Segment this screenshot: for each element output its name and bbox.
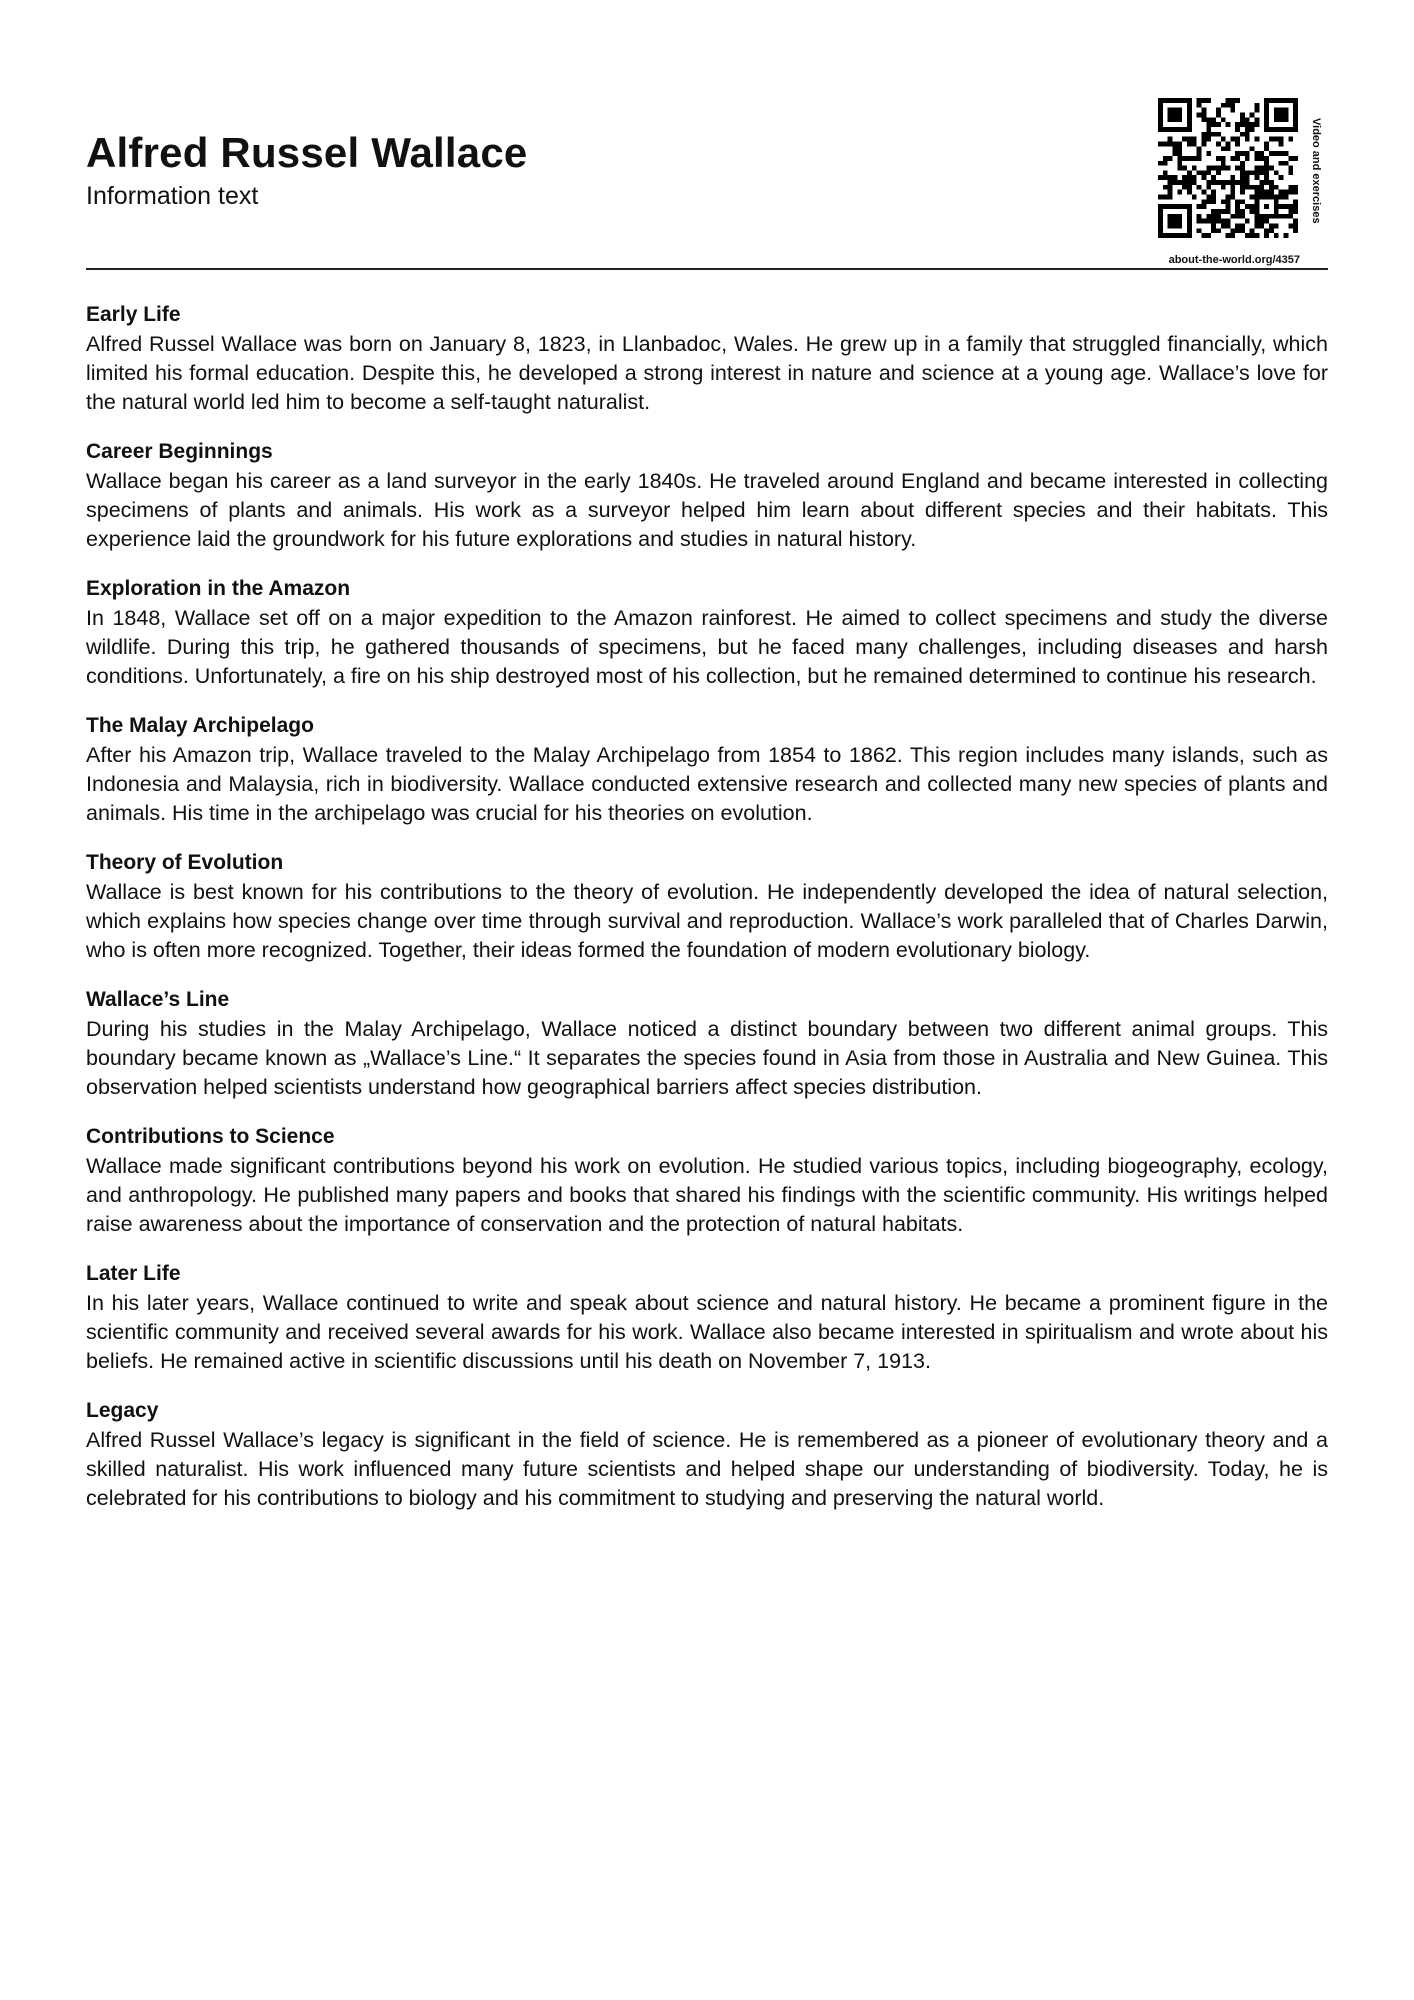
section-heading: Career Beginnings	[86, 440, 273, 463]
section-theory-of-evolution	[86, 848, 1328, 965]
section-heading: Wallace’s Line	[86, 988, 230, 1011]
section-early-life	[86, 300, 1328, 417]
section-text: Wallace began his career as a land surveyor in the early 1840s. He traveled around England and became interested in collecting specimens of plants and animals. His work as a surveyor helped him learn about different species and their habitats. This experience laid the groundwork for his future explorations and studies in natural history.	[86, 469, 1328, 551]
section-text: Wallace made significant contributions beyond his work on evolution. He studied various topics, including biogeography, ecology, and anthropology. He published many papers and books that shared his findings with the scientific community. His writings helped raise awareness about the importance of conservation and the protection of natural habitats.	[86, 1154, 1328, 1236]
section-heading: Legacy	[86, 1399, 159, 1422]
section-exploration-amazon	[86, 574, 1328, 691]
section-text: During his studies in the Malay Archipelago, Wallace noticed a distinct boundary between two different animal groups. This boundary became known as „Wallace’s Line.“ It separates the species found in Asia from those in Australia and New Guinea. This observation helped scientists understand how geographical barriers affect species distribution.	[86, 1017, 1328, 1099]
section-heading: Exploration in the Amazon	[86, 577, 351, 600]
section-text: In 1848, Wallace set off on a major expedition to the Amazon rainforest. He aimed to collect specimens and study the diverse wildlife. During this trip, he gathered thousands of specimens, but he faced many challenges, including diseases and harsh conditions. Unfortunately, a fire on his ship destroyed most of his collection, but he remained determined to continue his research.	[86, 606, 1328, 688]
section-contributions-to-science	[86, 1122, 1328, 1239]
page-header	[86, 128, 986, 213]
section-heading: Theory of Evolution	[86, 851, 284, 874]
page-title: Alfred Russel Wallace	[86, 129, 528, 176]
section-later-life	[86, 1259, 1328, 1376]
section-career-beginnings	[86, 437, 1328, 554]
section-heading: Early Life	[86, 303, 181, 326]
header-divider	[86, 268, 1328, 270]
section-text: In his later years, Wallace continued to write and speak about science and natural history. He became a prominent figure in the scientific community and received several awards for his work. Wallace also became interested in spiritualism and wrote about his beliefs. He remained active in scientific discussions until his death on November 7, 1913.	[86, 1291, 1328, 1373]
resource-url[interactable]: about-the-world.org/4357	[1168, 254, 1300, 266]
page-subtitle: Information text	[86, 182, 259, 211]
section-text: After his Amazon trip, Wallace traveled to the Malay Archipelago from 1854 to 1862. This region includes many islands, such as Indonesia and Malaysia, rich in biodiversity. Wallace conducted extensive research and collected many new species of plants and animals. His time in the archipelago was crucial for his theories on evolution.	[86, 743, 1328, 825]
section-legacy	[86, 1396, 1328, 1513]
section-heading: The Malay Archipelago	[86, 714, 314, 737]
section-heading: Later Life	[86, 1262, 181, 1285]
qr-code-icon[interactable]	[1158, 98, 1298, 238]
section-text: Alfred Russel Wallace’s legacy is significant in the field of science. He is remembered as a pioneer of evolutionary theory and a skilled naturalist. His work influenced many future scientists and helped shape our understanding of biodiversity. Today, he is celebrated for his contributions to biology and his commitment to studying and preserving the natural world.	[86, 1428, 1328, 1510]
video-exercises-label: Video and exercises	[1310, 118, 1322, 224]
section-text: Alfred Russel Wallace was born on January 8, 1823, in Llanbadoc, Wales. He grew up in a family that struggled financially, which limited his formal education. Despite this, he developed a strong interest in nature and science at a young age. Wallace’s love for the natural world led him to become a self-taught naturalist.	[86, 332, 1328, 414]
section-malay-archipelago	[86, 711, 1328, 828]
section-wallaces-line	[86, 985, 1328, 1102]
section-text: Wallace is best known for his contributions to the theory of evolution. He independently developed the idea of natural selection, which explains how species change over time through survival and reproduction. Wallace’s work paralleled that of Charles Darwin, who is often more recognized. Together, their ideas formed the foundation of modern evolutionary biology.	[86, 880, 1328, 962]
section-heading: Contributions to Science	[86, 1125, 335, 1148]
info-text-body	[86, 300, 1328, 1533]
